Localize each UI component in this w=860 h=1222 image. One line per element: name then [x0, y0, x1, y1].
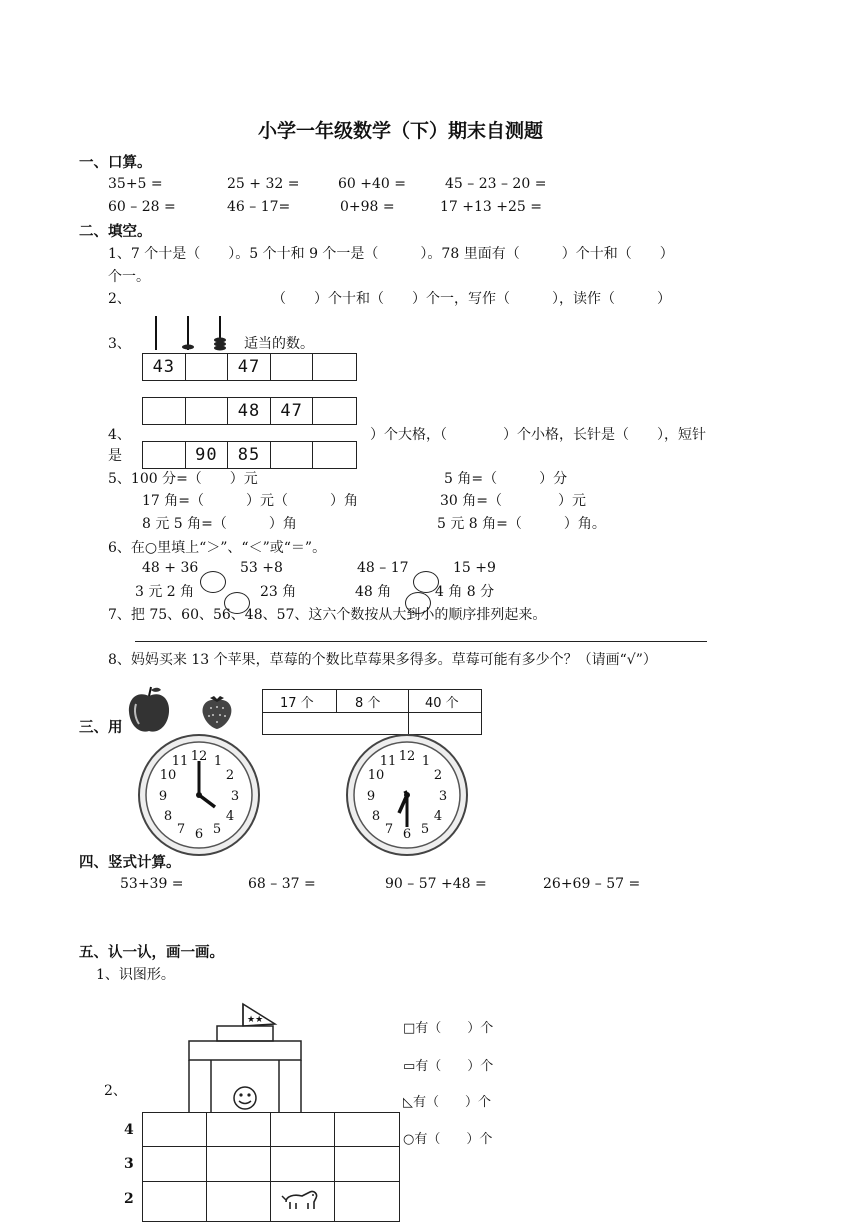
clock-icon [137, 733, 261, 857]
compare-circle[interactable] [200, 571, 226, 593]
section-clock-heading: 三、用 [79, 719, 123, 736]
page-title: 小学一年级数学（下）期末自测题 [258, 120, 544, 142]
clock-numeral: 8 [163, 809, 173, 824]
clock-numeral: 3 [438, 789, 448, 804]
q5-r2a: 17 角=（ ）元（ ）角 [142, 493, 358, 509]
shape-count-rectangle: ▭有（ ）个 [403, 1059, 494, 1074]
grid-cell[interactable]: 43 [143, 354, 186, 380]
q6-item: 15 +9 [453, 560, 496, 576]
q6-item: 48 – 17 [357, 560, 409, 576]
s5-q2: 2、 [104, 1083, 127, 1099]
grid-cell[interactable] [313, 398, 356, 424]
clock-numeral: 10 [159, 768, 177, 783]
clock-numeral: 4 [225, 809, 235, 824]
grid-cell[interactable] [313, 354, 356, 380]
position-grid [142, 1112, 400, 1222]
oral-item: 60 +40 = [338, 176, 406, 192]
q5-r3b: 5 元 8 角=（ ）角。 [437, 516, 606, 532]
grid-cell[interactable] [271, 354, 314, 380]
clock-numeral: 5 [420, 822, 430, 837]
section-oral-heading: 一、口算。 [79, 154, 152, 171]
calc-item: 68 – 37 = [248, 876, 316, 892]
q5-r1b: 5 角=（ ）分 [444, 471, 568, 487]
dog-icon [280, 1184, 322, 1212]
abacus-figure [150, 314, 240, 354]
q4-number: 4、 [108, 427, 131, 443]
choice-label: 8 个 [355, 696, 381, 711]
clock-numeral: 9 [158, 789, 168, 804]
q6-item: 48 + 36 [142, 560, 199, 576]
clock-numeral: 2 [225, 768, 235, 783]
clock-numeral: 12 [190, 749, 208, 764]
section-shapes-heading: 五、认一认，画一画。 [79, 944, 224, 961]
grid-cell[interactable] [271, 442, 314, 468]
q6-item: 3 元 2 角 [135, 584, 195, 600]
clock-numeral: 6 [194, 827, 204, 842]
number-grid-1 [142, 353, 357, 381]
clock-numeral: 11 [379, 754, 397, 769]
section-vertical-heading: 四、竖式计算。 [79, 854, 181, 871]
shape-count-square: □有（ ）个 [403, 1021, 494, 1036]
q3-number: 3、 [108, 336, 131, 352]
grid-cell[interactable]: 48 [228, 398, 271, 424]
q4-text: ）个大格，（ ）个小格，长针是（ ），短针 [370, 427, 706, 443]
apple-icon [126, 686, 172, 736]
shape-count-circle: ○有（ ）个 [403, 1132, 493, 1147]
choice-label: 17 个 [280, 696, 314, 711]
clock-icon [345, 733, 469, 857]
svg-text:★★: ★★ [247, 1015, 264, 1025]
oral-item: 25 + 32 = [227, 176, 300, 192]
building-figure [185, 1002, 305, 1114]
q1-line2: 个一。 [108, 269, 150, 285]
choice-label: 40 个 [425, 696, 459, 711]
q2-number: 2、 [108, 291, 131, 307]
strawberry-icon [200, 694, 234, 730]
grid-cell[interactable] [313, 442, 356, 468]
compare-circle[interactable] [413, 571, 439, 593]
s5-q1: 1、识图形。 [96, 967, 175, 983]
oral-item: 60 – 28 = [108, 199, 176, 215]
oral-item: 0+98 = [340, 199, 395, 215]
clock-numeral: 3 [230, 789, 240, 804]
section-fill-heading: 二、填空。 [79, 223, 152, 240]
number-grid-2 [142, 397, 357, 425]
clock-numeral: 1 [421, 754, 431, 769]
shape-count-triangle: ◺有（ ）个 [403, 1095, 491, 1110]
clock-numeral: 2 [433, 768, 443, 783]
row-label: 2 [124, 1191, 134, 1207]
clock-numeral: 1 [213, 754, 223, 769]
clock-numeral: 9 [366, 789, 376, 804]
q6-item: 53 +8 [240, 560, 283, 576]
calc-item: 26+69 – 57 = [543, 876, 641, 892]
q5-r1a: 5、100 分=（ ）元 [108, 471, 258, 487]
clock-numeral: 11 [171, 754, 189, 769]
grid-cell[interactable]: 85 [228, 442, 271, 468]
grid-cell[interactable] [143, 398, 186, 424]
q3-text: 适当的数。 [244, 336, 314, 352]
grid-cell[interactable] [186, 398, 229, 424]
calc-item: 90 – 57 +48 = [385, 876, 487, 892]
grid-cell[interactable]: 47 [271, 398, 314, 424]
q6-item: 48 角 [355, 584, 392, 600]
q6-text: 6、在○里填上“＞”、“＜”或“＝”。 [108, 540, 327, 556]
q4-line2: 是 [108, 448, 122, 464]
clock-numeral: 6 [402, 827, 412, 842]
grid-cell[interactable] [186, 354, 229, 380]
oral-item: 45 – 23 – 20 = [445, 176, 547, 192]
clock-numeral: 7 [176, 822, 186, 837]
q8-text: 8、妈妈买来 13 个苹果，草莓的个数比草莓果多得多。草莓可能有多少个？（请画“√”） [108, 652, 657, 668]
number-grid-3 [142, 441, 357, 469]
grid-cell[interactable]: 47 [228, 354, 271, 380]
clock-numeral: 7 [384, 822, 394, 837]
oral-item: 46 – 17= [227, 199, 291, 215]
q6-item: 23 角 [260, 584, 297, 600]
q7-text: 7、把 75、60、56、48、57、这六个数按从大到小的顺序排列起来。 [108, 607, 547, 623]
q5-r3a: 8 元 5 角=（ ）角 [142, 516, 297, 532]
row-label: 4 [124, 1122, 134, 1138]
grid-cell[interactable]: 90 [186, 442, 229, 468]
oral-item: 17 +13 +25 = [440, 199, 542, 215]
oral-item: 35+5 = [108, 176, 163, 192]
q5-r2b: 30 角=（ ）元 [440, 493, 586, 509]
clock-numeral: 4 [433, 809, 443, 824]
grid-cell[interactable] [143, 442, 186, 468]
answer-line[interactable] [135, 641, 707, 642]
clock-numeral: 12 [398, 749, 416, 764]
q1-line1: 1、7 个十是（ ）。5 个十和 9 个一是（ ）。78 里面有（ ）个十和（ ） [108, 246, 674, 262]
clock-numeral: 10 [367, 768, 385, 783]
clock-numeral: 8 [371, 809, 381, 824]
q6-item: 4 角 8 分 [435, 584, 495, 600]
calc-item: 53+39 = [120, 876, 184, 892]
q2-text: （ ）个十和（ ）个一，写作（ ），读作（ ） [272, 291, 671, 307]
row-label: 3 [124, 1156, 134, 1172]
clock-numeral: 5 [212, 822, 222, 837]
